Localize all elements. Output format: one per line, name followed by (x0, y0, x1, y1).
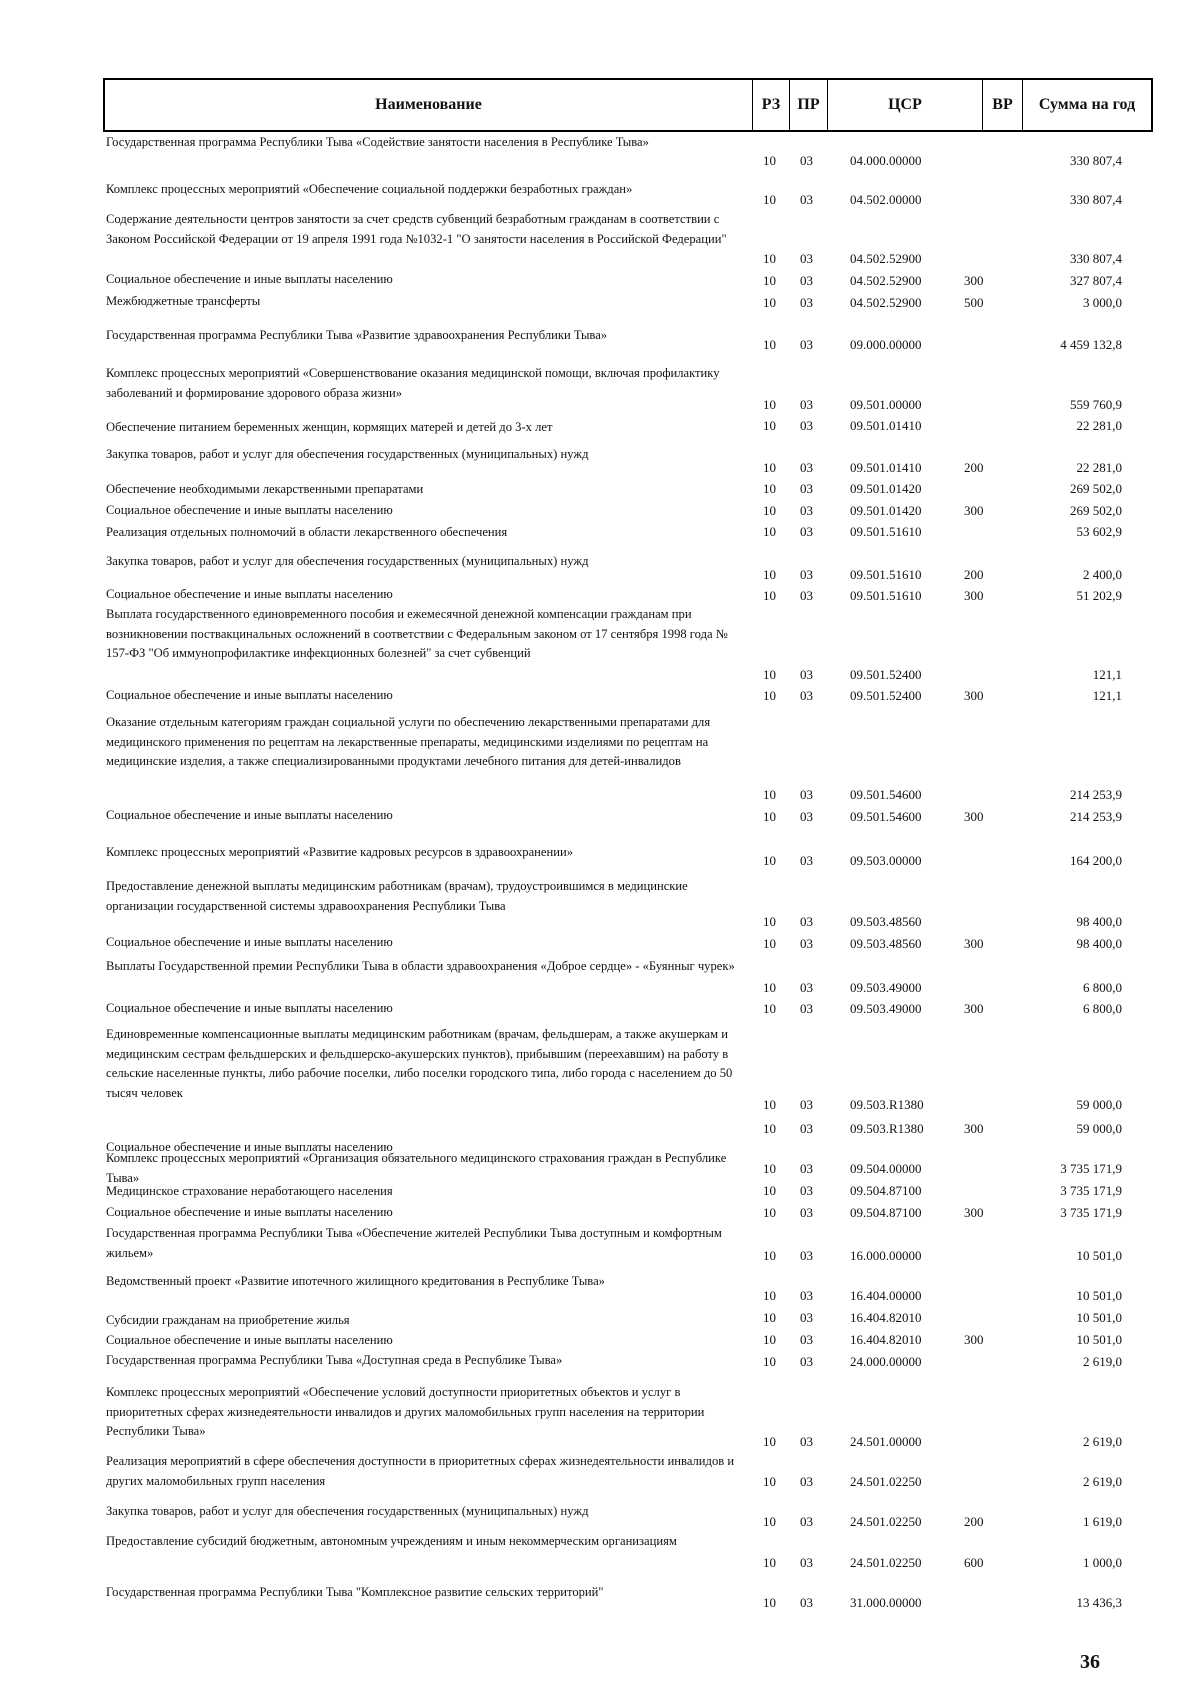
row-pr: 03 (800, 1310, 813, 1325)
row-pr: 03 (800, 503, 813, 518)
row-csr: 04.502.52900 (850, 251, 922, 266)
row-csr: 09.501.51610 (850, 588, 922, 603)
table-row (0, 292, 1200, 312)
row-pr: 03 (800, 1183, 813, 1198)
row-pr: 03 (800, 1354, 813, 1369)
header-csr: ЦСР (828, 80, 983, 130)
row-csr: 09.000.00000 (850, 337, 922, 352)
row-vr: 200 (964, 1514, 984, 1529)
header-vr: ВР (983, 80, 1023, 130)
table-row (0, 806, 1200, 826)
table-row (0, 843, 1200, 870)
table-row (0, 1149, 1200, 1185)
row-pr: 03 (800, 273, 813, 288)
row-name: Социальное обеспечение и иные выплаты населению (106, 935, 393, 949)
row-name: Реализация мероприятий в сфере обеспечения доступности в приоритетных сферах жизнедеятельности инвалидов и других маломобильных групп населения (106, 1454, 735, 1488)
row-rz: 10 (763, 273, 776, 288)
table-row (0, 364, 1200, 414)
row-rz: 10 (763, 1332, 776, 1347)
row-csr: 09.501.00000 (850, 397, 922, 412)
row-vr: 300 (964, 503, 984, 518)
row-pr: 03 (800, 914, 813, 929)
row-csr: 24.000.00000 (850, 1354, 922, 1369)
row-sum: 3 735 171,9 (1060, 1161, 1122, 1176)
row-sum: 10 501,0 (1076, 1310, 1122, 1325)
row-vr: 300 (964, 1332, 984, 1347)
row-name: Субсидии гражданам на приобретение жилья (106, 1313, 350, 1327)
row-pr: 03 (800, 524, 813, 539)
row-sum: 164 200,0 (1070, 853, 1122, 868)
row-rz: 10 (763, 503, 776, 518)
row-name: Закупка товаров, работ и услуг для обеспечения государственных (муниципальных) нужд (106, 447, 589, 461)
row-name: Государственная программа Республики Тыва «Содействие занятости населения в Республике Тыва» (106, 135, 649, 149)
row-rz: 10 (763, 251, 776, 266)
row-name: Предоставление денежной выплаты медицинским работникам (врачам), трудоустроившимся в медицинские организации государственной системы здравоохранения Республики Тыва (106, 879, 688, 913)
row-sum: 2 619,0 (1083, 1434, 1122, 1449)
row-sum: 269 502,0 (1070, 503, 1122, 518)
table-row (0, 418, 1200, 435)
table-row (0, 957, 1200, 997)
row-csr: 09.501.52400 (850, 667, 922, 682)
row-csr: 09.503.49000 (850, 980, 922, 995)
row-pr: 03 (800, 980, 813, 995)
row-name: Ведомственный проект «Развитие ипотечного жилищного кредитования в Республике Тыва» (106, 1274, 605, 1288)
row-name: Содержание деятельности центров занятости за счет средств субвенций безработным гражданам в соответствии с Законом Российской Федерации от 19 апреля 1991 года №1032-1 "О занятости населения в Российской Федерации" (106, 212, 727, 246)
row-name: Оказание отдельным категориям граждан социальной услуги по обеспечению лекарственными препаратами для медицинского применения по рецептам на лекарственные препараты, медицинскими изделиями по рецептам на медицинские изделия, а также специализированными продуктами лечебного питания для детей-инвалидов (106, 715, 711, 768)
row-rz: 10 (763, 1434, 776, 1449)
row-sum: 13 436,3 (1076, 1595, 1122, 1610)
table-row (0, 1452, 1200, 1491)
table-row (0, 713, 1200, 804)
row-rz: 10 (763, 567, 776, 582)
row-pr: 03 (800, 251, 813, 266)
row-name: Выплаты Государственной премии Республики Тыва в области здравоохранения «Доброе сердце» - «Буянныг чурек» (106, 959, 735, 973)
row-csr: 24.501.02250 (850, 1555, 922, 1570)
table-row (0, 501, 1200, 520)
page-number: 36 (1080, 1651, 1100, 1673)
row-name: Обеспечение питанием беременных женщин, кормящих матерей и детей до 3-х лет (106, 420, 553, 434)
row-pr: 03 (800, 1514, 813, 1529)
row-sum: 6 800,0 (1083, 980, 1122, 995)
row-pr: 03 (800, 460, 813, 475)
row-name: Комплекс процессных мероприятий «Обеспечение условий доступности приоритетных объектов и услуг в приоритетных сферах жизнедеятельности инвалидов и других маломобильных групп населения на территории Республики Тыва» (106, 1385, 705, 1438)
row-csr: 09.501.54600 (850, 809, 922, 824)
row-name: Социальное обеспечение и иные выплаты населению (106, 272, 393, 286)
header-name: Наименование (105, 80, 753, 130)
row-csr: 09.501.01420 (850, 481, 922, 496)
row-csr: 09.503.R1380 (850, 1097, 924, 1112)
row-pr: 03 (800, 153, 813, 168)
table-row (0, 1502, 1200, 1531)
row-pr: 03 (800, 1121, 813, 1136)
row-csr: 09.503.49000 (850, 1001, 922, 1016)
row-name: Выплата государственного единовременного пособия и ежемесячной денежной компенсации гражданам при возникновении поствакцинальных осложнений в соответствии с Федеральным законом от 17 сентября 1998 года № 157-ФЗ "Об иммунопрофилактике инфекционных болезней" за счет субвенций (106, 607, 728, 660)
row-sum: 2 400,0 (1083, 567, 1122, 582)
row-sum: 22 281,0 (1076, 460, 1122, 475)
header-pr: ПР (790, 80, 828, 130)
table-row (0, 585, 1200, 605)
row-sum: 6 800,0 (1083, 1001, 1122, 1016)
row-pr: 03 (800, 688, 813, 703)
row-sum: 1 619,0 (1083, 1514, 1122, 1529)
row-vr: 300 (964, 1121, 984, 1136)
row-rz: 10 (763, 914, 776, 929)
row-vr: 300 (964, 1205, 984, 1220)
row-name: Социальное обеспечение и иные выплаты населению (106, 1333, 393, 1347)
row-sum: 59 000,0 (1076, 1097, 1122, 1112)
row-vr: 300 (964, 688, 984, 703)
row-name: Медицинское страхование неработающего населения (106, 1184, 393, 1198)
row-pr: 03 (800, 567, 813, 582)
row-rz: 10 (763, 481, 776, 496)
row-name: Государственная программа Республики Тыва "Комплексное развитие сельских территорий" (106, 1585, 604, 1599)
header-rz: РЗ (753, 80, 790, 130)
row-csr: 09.504.87100 (850, 1183, 922, 1198)
row-pr: 03 (800, 787, 813, 802)
table-row (0, 1311, 1200, 1327)
row-csr: 09.503.R1380 (850, 1121, 924, 1136)
row-vr: 500 (964, 295, 984, 310)
table-row (0, 1532, 1200, 1572)
row-csr: 24.501.00000 (850, 1434, 922, 1449)
row-name: Комплекс процессных мероприятий «Организация обязательного медицинского страхования граждан в Республике Тыва» (106, 1151, 727, 1185)
row-rz: 10 (763, 1595, 776, 1610)
row-rz: 10 (763, 1121, 776, 1136)
table-row (0, 1272, 1200, 1305)
row-csr: 16.404.82010 (850, 1310, 922, 1325)
row-pr: 03 (800, 1248, 813, 1263)
row-vr: 300 (964, 273, 984, 288)
row-csr: 24.501.02250 (850, 1514, 922, 1529)
row-csr: 09.501.51610 (850, 524, 922, 539)
row-vr: 200 (964, 567, 984, 582)
row-pr: 03 (800, 853, 813, 868)
header-sum: Сумма на год (1038, 96, 1136, 113)
row-pr: 03 (800, 809, 813, 824)
row-rz: 10 (763, 397, 776, 412)
row-sum: 1 000,0 (1083, 1555, 1122, 1570)
row-csr: 31.000.00000 (850, 1595, 922, 1610)
table-row (0, 605, 1200, 684)
row-rz: 10 (763, 1354, 776, 1369)
row-pr: 03 (800, 397, 813, 412)
row-name: Закупка товаров, работ и услуг для обеспечения государственных (муниципальных) нужд (106, 554, 589, 568)
row-name: Социальное обеспечение и иные выплаты населению (106, 503, 393, 517)
row-sum: 22 281,0 (1076, 418, 1122, 433)
row-pr: 03 (800, 667, 813, 682)
row-name: Реализация отдельных полномочий в области лекарственного обеспечения (106, 525, 508, 539)
row-vr: 200 (964, 460, 984, 475)
row-rz: 10 (763, 1288, 776, 1303)
row-pr: 03 (800, 1595, 813, 1610)
row-rz: 10 (763, 1514, 776, 1529)
row-csr: 16.404.82010 (850, 1332, 922, 1347)
row-rz: 10 (763, 524, 776, 539)
row-name: Социальное обеспечение и иные выплаты населению (106, 808, 393, 822)
row-name: Государственная программа Республики Тыва «Развитие здравоохранения Республики Тыва» (106, 328, 608, 342)
row-rz: 10 (763, 936, 776, 951)
row-name: Предоставление субсидий бюджетным, автономным учреждениям и иным некоммерческим организациям (106, 1534, 677, 1548)
row-name: Межбюджетные трансферты (106, 294, 261, 308)
row-csr: 04.502.00000 (850, 192, 922, 207)
row-csr: 04.000.00000 (850, 153, 922, 168)
table-row (0, 445, 1200, 477)
row-vr: 300 (964, 1001, 984, 1016)
row-vr: 300 (964, 588, 984, 603)
row-sum: 10 501,0 (1076, 1248, 1122, 1263)
table-row (0, 1203, 1200, 1222)
row-name: Комплекс процессных мероприятий «Совершенствование оказания медицинской помощи, включая профилактику заболеваний и формирование здорового образа жизни» (106, 366, 720, 400)
table-row (0, 210, 1200, 268)
row-rz: 10 (763, 1555, 776, 1570)
row-rz: 10 (763, 980, 776, 995)
row-csr: 09.503.00000 (850, 853, 922, 868)
row-rz: 10 (763, 153, 776, 168)
row-name: Государственная программа Республики Тыва «Доступная среда в Республике Тыва» (106, 1353, 563, 1367)
row-pr: 03 (800, 192, 813, 207)
row-name: Закупка товаров, работ и услуг для обеспечения государственных (муниципальных) нужд (106, 1504, 589, 1518)
table-row (0, 1351, 1200, 1371)
row-rz: 10 (763, 1001, 776, 1016)
row-csr: 09.501.54600 (850, 787, 922, 802)
row-pr: 03 (800, 1097, 813, 1112)
row-csr: 09.501.52400 (850, 688, 922, 703)
row-rz: 10 (763, 295, 776, 310)
row-rz: 10 (763, 853, 776, 868)
row-rz: 10 (763, 787, 776, 802)
row-csr: 09.504.00000 (850, 1161, 922, 1176)
row-sum: 327 807,4 (1070, 273, 1122, 288)
table-row (0, 1331, 1200, 1349)
row-pr: 03 (800, 337, 813, 352)
row-rz: 10 (763, 1205, 776, 1220)
row-rz: 10 (763, 1183, 776, 1198)
row-csr: 09.503.48560 (850, 914, 922, 929)
row-pr: 03 (800, 481, 813, 496)
table-row (0, 1583, 1200, 1612)
table-row (0, 1224, 1200, 1265)
table-row (0, 523, 1200, 541)
row-csr: 16.000.00000 (850, 1248, 922, 1263)
row-sum: 214 253,9 (1070, 809, 1122, 824)
table-row (0, 1383, 1200, 1451)
row-pr: 03 (800, 936, 813, 951)
row-sum: 3 000,0 (1083, 295, 1122, 310)
table-row (0, 480, 1200, 498)
row-rz: 10 (763, 809, 776, 824)
row-sum: 53 602,9 (1076, 524, 1122, 539)
row-rz: 10 (763, 1248, 776, 1263)
row-vr: 600 (964, 1555, 984, 1570)
row-pr: 03 (800, 1555, 813, 1570)
row-csr: 09.501.01410 (850, 460, 922, 475)
row-pr: 03 (800, 418, 813, 433)
row-sum: 4 459 132,8 (1060, 337, 1122, 352)
row-rz: 10 (763, 588, 776, 603)
row-csr: 24.501.02250 (850, 1474, 922, 1489)
table-row (0, 1025, 1200, 1114)
row-name: Единовременные компенсационные выплаты медицинским работникам (врачам, фельдшерам, а также акушеркам и медицинским сестрам фельдшерских и фельдшерско-акушерских пунктов), прибывшим (переехавшим) на работу в сельские населенные пункты, либо рабочие поселки, либо поселки городского типа, либо города с населением до 50 тысяч человек (106, 1027, 733, 1100)
row-rz: 10 (763, 1097, 776, 1112)
row-pr: 03 (800, 1288, 813, 1303)
table-row (0, 686, 1200, 705)
row-name: Социальное обеспечение и иные выплаты населению (106, 1001, 393, 1015)
row-sum: 51 202,9 (1076, 588, 1122, 603)
row-sum: 214 253,9 (1070, 787, 1122, 802)
row-name: Комплекс процессных мероприятий «Обеспечение социальной поддержки безработных граждан» (106, 182, 633, 196)
row-vr: 300 (964, 936, 984, 951)
table-row (0, 326, 1200, 354)
row-rz: 10 (763, 460, 776, 475)
row-pr: 03 (800, 1001, 813, 1016)
row-pr: 03 (800, 1205, 813, 1220)
row-csr: 16.404.00000 (850, 1288, 922, 1303)
table-row (0, 180, 1200, 209)
row-name: Комплекс процессных мероприятий «Развитие кадровых ресурсов в здравоохранении» (106, 845, 574, 859)
row-sum: 98 400,0 (1076, 936, 1122, 951)
row-sum: 330 807,4 (1070, 251, 1122, 266)
row-rz: 10 (763, 688, 776, 703)
row-sum: 559 760,9 (1070, 397, 1122, 412)
row-sum: 2 619,0 (1083, 1474, 1122, 1489)
row-rz: 10 (763, 1310, 776, 1325)
row-sum: 59 000,0 (1076, 1121, 1122, 1136)
row-pr: 03 (800, 588, 813, 603)
table-row (0, 552, 1200, 584)
row-csr: 09.503.48560 (850, 936, 922, 951)
table-row (0, 270, 1200, 290)
row-sum: 269 502,0 (1070, 481, 1122, 496)
table-row (0, 133, 1200, 170)
table-row (0, 933, 1200, 953)
table-row (0, 1182, 1200, 1200)
row-pr: 03 (800, 1332, 813, 1347)
row-sum: 98 400,0 (1076, 914, 1122, 929)
row-name: Социальное обеспечение и иные выплаты населению (106, 587, 393, 601)
row-sum: 2 619,0 (1083, 1354, 1122, 1369)
row-sum: 3 735 171,9 (1060, 1183, 1122, 1198)
row-name: Обеспечение необходимыми лекарственными препаратами (106, 482, 424, 496)
row-sum: 121,1 (1092, 667, 1122, 682)
row-pr: 03 (800, 1434, 813, 1449)
row-csr: 09.501.01420 (850, 503, 922, 518)
row-pr: 03 (800, 1161, 813, 1176)
row-sum: 330 807,4 (1070, 153, 1122, 168)
row-rz: 10 (763, 418, 776, 433)
row-sum: 10 501,0 (1076, 1332, 1122, 1347)
row-rz: 10 (763, 337, 776, 352)
table-row (0, 877, 1200, 931)
row-rz: 10 (763, 667, 776, 682)
row-rz: 10 (763, 192, 776, 207)
row-sum: 10 501,0 (1076, 1288, 1122, 1303)
row-vr: 300 (964, 809, 984, 824)
row-name: Социальное обеспечение и иные выплаты населению (106, 688, 393, 702)
row-pr: 03 (800, 1474, 813, 1489)
row-name: Социальное обеспечение и иные выплаты населению (106, 1205, 393, 1219)
table-row (0, 999, 1200, 1018)
row-csr: 09.501.01410 (850, 418, 922, 433)
row-csr: 04.502.52900 (850, 295, 922, 310)
row-csr: 09.501.51610 (850, 567, 922, 582)
row-csr: 04.502.52900 (850, 273, 922, 288)
row-rz: 10 (763, 1161, 776, 1176)
row-sum: 330 807,4 (1070, 192, 1122, 207)
row-csr: 09.504.87100 (850, 1205, 922, 1220)
row-rz: 10 (763, 1474, 776, 1489)
row-sum: 3 735 171,9 (1060, 1205, 1122, 1220)
row-name: Государственная программа Республики Тыва «Обеспечение жителей Республики Тыва доступным и комфортным жильем» (106, 1226, 722, 1260)
row-sum: 121,1 (1092, 688, 1122, 703)
row-pr: 03 (800, 295, 813, 310)
row-name: Социальное обеспечение и иные выплаты населению (106, 1140, 393, 1154)
